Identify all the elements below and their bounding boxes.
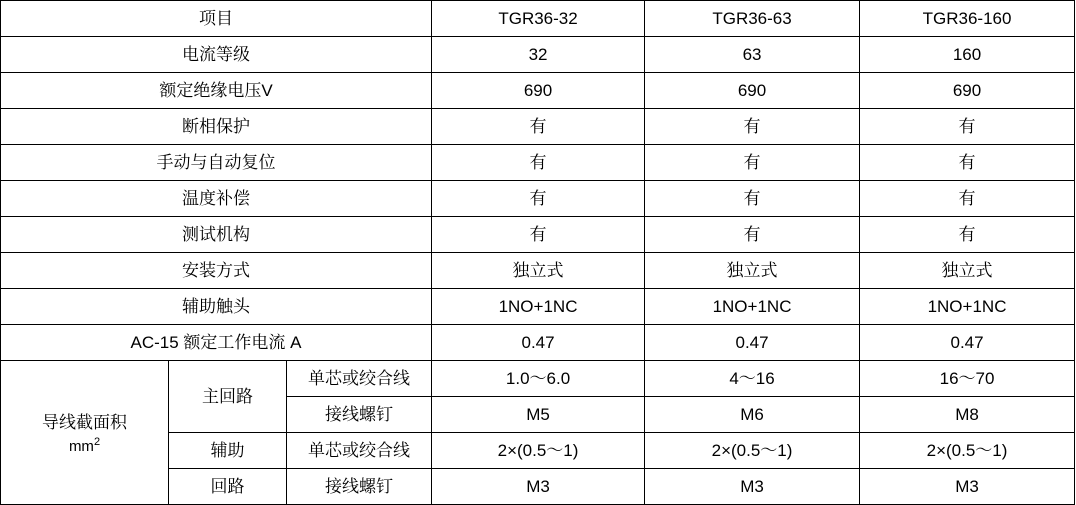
row-value: 独立式 [432, 253, 645, 289]
table-row [1, 145, 1075, 181]
row-value: M8 [860, 397, 1075, 433]
group-label-auxiliary-circuit-line2: 回路 [169, 469, 287, 505]
row-value: 独立式 [645, 253, 860, 289]
row-value: 0.47 [645, 325, 860, 361]
row-value: 63 [645, 37, 860, 73]
row-value: 690 [645, 73, 860, 109]
row-value: 690 [860, 73, 1075, 109]
row-label-rated-insulation-voltage: 额定绝缘电压V [1, 73, 432, 109]
table-row [1, 109, 1075, 145]
table-header-row [1, 1, 1075, 37]
row-label-current-rating: 电流等级 [1, 37, 432, 73]
table-row [1, 73, 1075, 109]
row-value: 有 [432, 145, 645, 181]
row-value: 690 [432, 73, 645, 109]
section-label-text: 导线截面积 [42, 413, 127, 433]
table-row [1, 325, 1075, 361]
row-value: 有 [860, 217, 1075, 253]
row-value: 160 [860, 37, 1075, 73]
header-model-3: TGR36-160 [860, 1, 1075, 37]
row-value: M3 [645, 469, 860, 505]
row-value: 1NO+1NC [432, 289, 645, 325]
row-value: 1NO+1NC [645, 289, 860, 325]
row-value: 有 [432, 217, 645, 253]
group-label-auxiliary-circuit-line1: 辅助 [169, 433, 287, 469]
row-label-single-or-stranded-wire: 单芯或绞合线 [287, 433, 432, 469]
row-value: 1.0～6.0 [432, 361, 645, 397]
table-row [1, 181, 1075, 217]
row-value: 有 [860, 145, 1075, 181]
table-row [1, 217, 1075, 253]
row-label-temperature-compensation: 温度补偿 [1, 181, 432, 217]
row-value: 有 [645, 181, 860, 217]
row-label-mounting-type: 安装方式 [1, 253, 432, 289]
row-label-auxiliary-contacts: 辅助触头 [1, 289, 432, 325]
header-model-2: TGR36-63 [645, 1, 860, 37]
table-row [1, 361, 1075, 397]
table-row [1, 289, 1075, 325]
row-value: 有 [432, 109, 645, 145]
section-label-conductor-cross-section [1, 361, 169, 505]
row-value: 0.47 [432, 325, 645, 361]
header-item-label: 项目 [1, 1, 432, 37]
row-label-phase-loss-protection: 断相保护 [1, 109, 432, 145]
row-value: 16～70 [860, 361, 1075, 397]
group-label-main-circuit: 主回路 [169, 361, 287, 433]
row-value: 有 [645, 109, 860, 145]
row-value: 1NO+1NC [860, 289, 1075, 325]
row-value: 有 [645, 145, 860, 181]
row-label-manual-auto-reset: 手动与自动复位 [1, 145, 432, 181]
row-label-single-or-stranded-wire: 单芯或绞合线 [287, 361, 432, 397]
row-value: 2×(0.5～1) [645, 433, 860, 469]
row-label-test-mechanism: 测试机构 [1, 217, 432, 253]
row-value: 0.47 [860, 325, 1075, 361]
row-value: 4～16 [645, 361, 860, 397]
row-value: M3 [860, 469, 1075, 505]
header-model-1: TGR36-32 [432, 1, 645, 37]
row-label-terminal-screw: 接线螺钉 [287, 469, 432, 505]
row-value: M5 [432, 397, 645, 433]
row-value: M6 [645, 397, 860, 433]
row-value: 有 [860, 109, 1075, 145]
table-row [1, 37, 1075, 73]
table-row [1, 253, 1075, 289]
row-value: 有 [432, 181, 645, 217]
row-label-terminal-screw: 接线螺钉 [287, 397, 432, 433]
row-value: M3 [432, 469, 645, 505]
section-label-unit: $mm^2$ [68, 435, 101, 455]
row-label-ac15-rated-operating-current: AC-15 额定工作电流 A [1, 325, 432, 361]
row-value: 32 [432, 37, 645, 73]
row-value: 有 [645, 217, 860, 253]
row-value: 独立式 [860, 253, 1075, 289]
row-value: 2×(0.5～1) [432, 433, 645, 469]
row-value: 2×(0.5～1) [860, 433, 1075, 469]
row-value: 有 [860, 181, 1075, 217]
